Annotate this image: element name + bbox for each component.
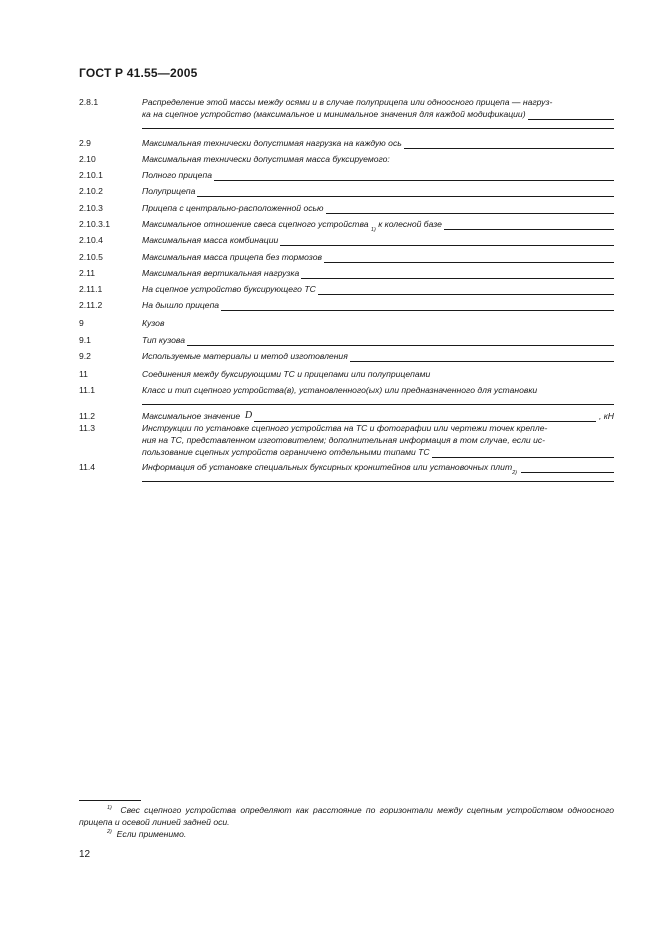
footnote-2 <box>79 828 614 840</box>
answer-blank[interactable] <box>444 220 614 230</box>
answer-blank[interactable] <box>521 463 614 473</box>
item-text: Кузов <box>142 318 165 328</box>
item-text: Полуприцепа <box>142 186 196 196</box>
footnote-text: Если применимо. <box>116 829 187 839</box>
answer-blank[interactable] <box>404 139 614 149</box>
answer-blank[interactable] <box>142 396 614 405</box>
item-text: Максимальная технически допустимая масса буксируемого: <box>142 154 390 164</box>
item-text: Максимальная технически допустимая нагрузка на каждую ось <box>142 138 402 148</box>
item-text-line-3: пользование сцепных устройств ограничено отдельными типами ТС <box>142 447 430 457</box>
item-text-line-1: Распределение этой массы между осями и в случае полуприцепа или одноосного прицепа — нагруз- <box>142 97 553 107</box>
answer-blank[interactable] <box>187 336 614 346</box>
item-text: Максимальная масса комбинации <box>142 235 279 245</box>
item-text-cont: к колесной базе <box>378 219 442 229</box>
answer-blank[interactable] <box>221 301 614 311</box>
item-number: 2.10.1 <box>79 170 103 180</box>
page-number: 12 <box>79 849 91 860</box>
item-number: 2.10.2 <box>79 186 103 196</box>
item-number: 11.1 <box>79 385 96 395</box>
item-text: На сцепное устройство буксирующего ТС <box>142 284 316 294</box>
item-text: Класс и тип сцепного устройства(в), установленного(ых) или предназначенного для установки <box>142 385 538 395</box>
item-text-line-2: ния на ТС, представленном изготовителем; дополнительная информация в том случае, если ис- <box>142 435 546 445</box>
answer-blank[interactable] <box>214 171 614 181</box>
item-text: Максимальное значение <box>142 411 241 421</box>
item-text: Максимальное отношение свеса сцепного устройства <box>142 219 369 229</box>
item-text-line-2: ка на сцепное устройство (максимальное и минимальное значения для каждой модификации) <box>142 109 526 119</box>
item-number: 2.11.1 <box>79 284 103 294</box>
answer-blank[interactable] <box>324 253 614 263</box>
item-number: 2.11.2 <box>79 300 103 310</box>
answer-blank[interactable] <box>254 412 596 422</box>
item-number: 11.3 <box>79 423 96 433</box>
item-text: Прицепа с центрально-расположенной осью <box>142 203 324 213</box>
item-number: 2.11 <box>79 268 96 278</box>
item-text: Максимальная вертикальная нагрузка <box>142 268 300 278</box>
item-text: Информация об установке специальных буксирных кронштейнов или установочных плит <box>142 462 513 472</box>
answer-blank[interactable] <box>432 448 614 458</box>
item-text: Тип кузова <box>142 335 185 345</box>
item-number: 11.4 <box>79 462 96 472</box>
item-number: 11.2 <box>79 411 96 421</box>
footnote-mark: 1) <box>107 805 112 811</box>
item-number: 2.10.4 <box>79 235 103 245</box>
item-text: Соединения между буксирующими ТС и прицепами или полуприцепами <box>142 369 431 379</box>
item-text: Максимальная масса прицепа без тормозов <box>142 252 322 262</box>
answer-blank[interactable] <box>280 236 614 246</box>
item-number: 9.1 <box>79 335 91 345</box>
item-number: 2.10.5 <box>79 252 103 262</box>
item-number: 2.8.1 <box>79 97 99 107</box>
footnote-1 <box>79 804 614 828</box>
footnotes <box>79 804 614 840</box>
item-number: 9.2 <box>79 351 91 361</box>
item-number: 2.10.3 <box>79 203 103 213</box>
footnote-text: Свес сцепного устройства определяют как расстояние по горизонтали между сцепным устройством одноосного прицепа и осевой линией задней оси. <box>79 805 614 827</box>
footnote-divider <box>79 800 141 801</box>
item-number: 9 <box>79 318 84 328</box>
answer-blank-extra[interactable] <box>142 120 614 129</box>
answer-blank-extra[interactable] <box>142 473 614 482</box>
answer-blank[interactable] <box>318 285 614 295</box>
item-text-line-1: Инструкции по установке сцепного устройства на ТС и фотографии или чертежи точек крепле- <box>142 423 548 433</box>
item-number: 2.9 <box>79 138 91 148</box>
item-text: На дышло прицепа <box>142 300 220 310</box>
answer-blank[interactable] <box>197 187 614 197</box>
item-number: 11 <box>79 369 88 379</box>
answer-blank[interactable] <box>528 110 614 120</box>
symbol-d: D <box>244 410 253 421</box>
answer-blank[interactable] <box>350 352 614 362</box>
document-header: ГОСТ Р 41.55—2005 <box>79 66 198 80</box>
answer-blank[interactable] <box>326 204 614 214</box>
item-text: Используемые материалы и метод изготовления <box>142 351 348 361</box>
answer-blank[interactable] <box>301 269 614 279</box>
footnote-mark: 2) <box>107 829 112 835</box>
item-text: Полного прицепа <box>142 170 212 180</box>
item-number: 2.10 <box>79 154 96 164</box>
unit-label: , кН <box>598 411 614 421</box>
item-number: 2.10.3.1 <box>79 219 111 229</box>
